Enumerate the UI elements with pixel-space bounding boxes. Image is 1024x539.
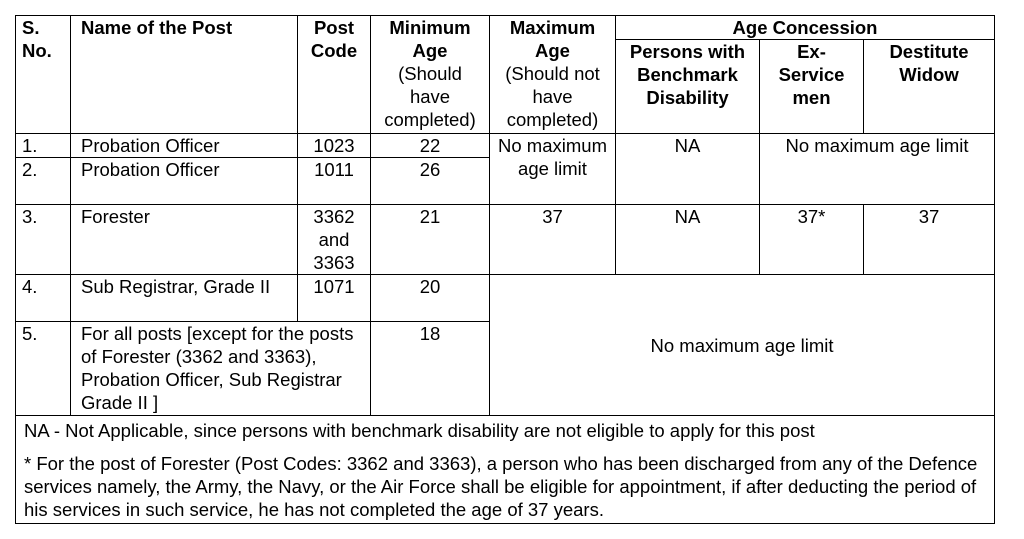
header-min-age-note: (Should have completed)	[384, 63, 476, 130]
row-2-name: Probation Officer	[71, 158, 298, 205]
row-3-max-age: 37	[490, 205, 616, 275]
notes-row	[16, 416, 995, 524]
header-min-age	[371, 16, 490, 134]
row-4-min-age: 20	[371, 275, 490, 322]
row-3-pwbd: NA	[616, 205, 760, 275]
row-1-name: Probation Officer	[71, 134, 298, 158]
row-1-code: 1023	[298, 134, 371, 158]
header-ex-servicemen: Ex-Service men	[760, 40, 864, 134]
header-post-name: Name of the Post	[71, 16, 298, 134]
row-2-code: 1011	[298, 158, 371, 205]
row-5-sno: 5.	[16, 322, 71, 416]
probation-max-age: No maximum age limit	[490, 134, 616, 205]
row-1-min-age: 22	[371, 134, 490, 158]
age-limit-document	[15, 15, 994, 524]
header-max-age-note: (Should not have completed)	[505, 63, 600, 130]
header-pwbd: Persons with Benchmark Disability	[616, 40, 760, 134]
row-5-name: For all posts [except for the posts of Forester (3362 and 3363), Probation Officer, Sub Registrar Grade II ]	[71, 322, 371, 416]
table-row	[16, 134, 995, 158]
row-4-code: 1071	[298, 275, 371, 322]
row-4-name: Sub Registrar, Grade II	[71, 275, 298, 322]
row-1-sno: 1.	[16, 134, 71, 158]
note-na: NA - Not Applicable, since persons with benchmark disability are not eligible to apply for this post	[24, 420, 815, 441]
row-3-sno: 3.	[16, 205, 71, 275]
row-3-code: 3362 and 3363	[298, 205, 371, 275]
header-max-age-label: Maximum Age	[509, 17, 596, 61]
table-row	[16, 275, 995, 322]
row-4-sno: 4.	[16, 275, 71, 322]
age-limit-table	[15, 15, 995, 524]
note-forester: * For the post of Forester (Post Codes: 3362 and 3363), a person who has been discharged from any of the Defence services namely, the Army, the Navy, or the Air Force shall be eligible for appointment, if after deducting the period of his services in such service, he has not completed the age of 37 years.	[24, 453, 978, 520]
probation-concession: No maximum age limit	[760, 134, 995, 205]
header-sno: S. No.	[16, 16, 71, 134]
notes-cell	[16, 416, 995, 524]
rows-4-5-max-age: No maximum age limit	[490, 275, 995, 416]
row-3-ex-servicemen: 37*	[760, 205, 864, 275]
header-destitute-widow: Destitute Widow	[864, 40, 995, 134]
probation-pwbd: NA	[616, 134, 760, 205]
row-3-name: Forester	[71, 205, 298, 275]
header-min-age-label: Minimum Age	[389, 17, 471, 61]
row-2-min-age: 26	[371, 158, 490, 205]
row-5-min-age: 18	[371, 322, 490, 416]
header-age-concession: Age Concession	[616, 16, 995, 40]
header-post-code: Post Code	[298, 16, 371, 134]
header-max-age	[490, 16, 616, 134]
row-3-min-age: 21	[371, 205, 490, 275]
table-row	[16, 205, 995, 275]
row-3-destitute-widow: 37	[864, 205, 995, 275]
row-2-sno: 2.	[16, 158, 71, 205]
